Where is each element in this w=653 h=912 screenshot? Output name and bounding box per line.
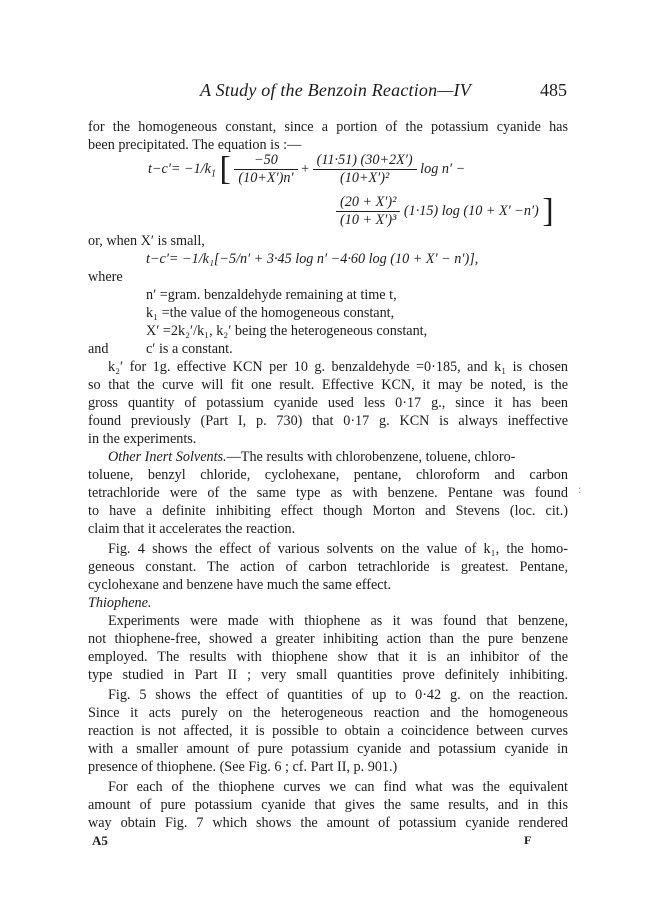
fraction-denominator: (10 + X′)³ — [340, 212, 397, 228]
paragraph-line: Fig. 5 shows the effect of quantities of up to 0·42 g. on the reaction. — [108, 687, 568, 703]
equation-2: t−c′= −1/k₁[−5/n′ + 3·45 log n′ −4·60 log (10 + X′ − n′)], — [146, 251, 479, 267]
term-3-tail: (1·15) log (10 + X′ −n′) — [403, 202, 539, 219]
right-bracket-glyph: ] — [542, 192, 554, 230]
paragraph-line: Fig. 4 shows the effect of various solvents on the value of k₁, the homo- — [108, 541, 568, 557]
page-header — [0, 80, 653, 104]
fraction-denominator: (10+X′)n′ — [238, 170, 294, 186]
fraction-term-3 — [336, 194, 400, 229]
intro-line: for the homogeneous constant, since a portion of the potassium cyanide has — [88, 119, 568, 135]
definition-item: X′ =2k₂′/k₁, k₂′ being the heterogeneous constant, — [146, 323, 428, 339]
paragraph-line: gross quantity of potassium cyanide used less 0·17 g., since it has been — [88, 395, 568, 411]
paragraph-line: employed. The results with thiophene show that it is an inhibitor of the — [88, 649, 568, 665]
margin-mark: : — [578, 482, 582, 496]
paragraph-line: geneous constant. The action of carbon tetrachloride is greatest. Pentane, — [88, 559, 568, 575]
paragraph-line: so that the curve will fit one result. Effective KCN, it may be noted, is the — [88, 377, 568, 393]
equation-lhs: t−c′= −1/k — [148, 160, 211, 177]
where-label: where — [88, 269, 123, 285]
page-number: 485 — [540, 80, 567, 100]
paragraph-line: claim that it accelerates the reaction. — [88, 521, 296, 537]
paragraph-line: tetrachloride were of the same type as with benzene. Pentane was found — [88, 485, 568, 501]
paragraph-line: cyclohexane and benzene have much the same effect. — [88, 577, 392, 593]
plus-sign: + — [301, 160, 310, 177]
paragraph-line: way obtain Fig. 7 which shows the amount of potassium cyanide rendered — [88, 815, 568, 831]
paragraph-line: found previously (Part I, p. 730) that 0·17 g. KCN is always ineffective — [88, 413, 568, 429]
fraction-denominator: (10+X′)² — [340, 170, 390, 186]
paragraph-line: Since it acts purely on the heterogeneous reaction and the homogeneous — [88, 705, 568, 721]
equation-1-line-2 — [336, 194, 554, 229]
paragraph-line: with a smaller amount of pure potassium cyanide and potassium cyanide in — [88, 741, 568, 757]
section-heading-inert: Other Inert Solvents. — [108, 449, 227, 465]
equation-1-line-1 — [148, 152, 465, 187]
paragraph-line: Experiments were made with thiophene as it was found that benzene, — [108, 613, 568, 629]
paragraph-line: k₂′ for 1g. effective KCN per 10 g. benzaldehyde =0·185, and k₁ is chosen — [108, 359, 568, 375]
when-line: or, when X′ is small, — [88, 233, 205, 249]
fraction-numerator: (11·51) (30+2X′) — [313, 152, 417, 170]
paragraph-line: in the experiments. — [88, 431, 197, 447]
paragraph-line: type studied in Part II ; very small quantities prove definitely inhibiting. — [88, 667, 568, 683]
fraction-numerator: (20 + X′)² — [336, 194, 400, 212]
left-bracket-glyph: [ — [219, 150, 231, 188]
fraction-term-2 — [313, 152, 417, 187]
paragraph-line: amount of pure potassium cyanide that gives the same results, and in this — [88, 797, 568, 813]
equation-lhs-subscript: 1 — [210, 168, 216, 180]
definition-item: c′ is a constant. — [146, 341, 233, 357]
footer-mark: F — [524, 833, 532, 847]
intro-line: been precipitated. The equation is :— — [88, 137, 302, 153]
paragraph-line: not thiophene-free, showed a greater inhibiting action than the pure benzene — [88, 631, 568, 647]
paragraph-first-line — [108, 448, 568, 466]
fraction-term-1 — [234, 152, 297, 187]
paragraph-line: reaction is not affected, it is possible to obtain a coincidence between curves — [88, 723, 568, 739]
section-heading-thiophene: Thiophene. — [88, 595, 152, 611]
paragraph-line: —The results with chlorobenzene, toluene, chloro- — [226, 449, 516, 465]
and-label: and — [88, 341, 109, 357]
running-title: A Study of the Benzoin Reaction—IV — [200, 80, 471, 100]
definition-item: n′ =gram. benzaldehyde remaining at time t, — [146, 287, 397, 303]
definition-item: k₁ =the value of the homogeneous constant, — [146, 305, 395, 321]
fraction-numerator: −50 — [234, 152, 297, 170]
paragraph-line: presence of thiophene. (See Fig. 6 ; cf. Part II, p. 901.) — [88, 759, 398, 775]
term-2-tail: log n′ − — [420, 160, 466, 177]
paragraph-line: to have a definite inhibiting effect though Morton and Stevens (loc. cit.) — [88, 503, 568, 519]
paragraph-line: toluene, benzyl chloride, cyclohexane, pentane, chloroform and carbon — [88, 467, 568, 483]
signature-mark: A5 — [92, 833, 108, 848]
paragraph-line: For each of the thiophene curves we can find what was the equivalent — [108, 779, 568, 795]
